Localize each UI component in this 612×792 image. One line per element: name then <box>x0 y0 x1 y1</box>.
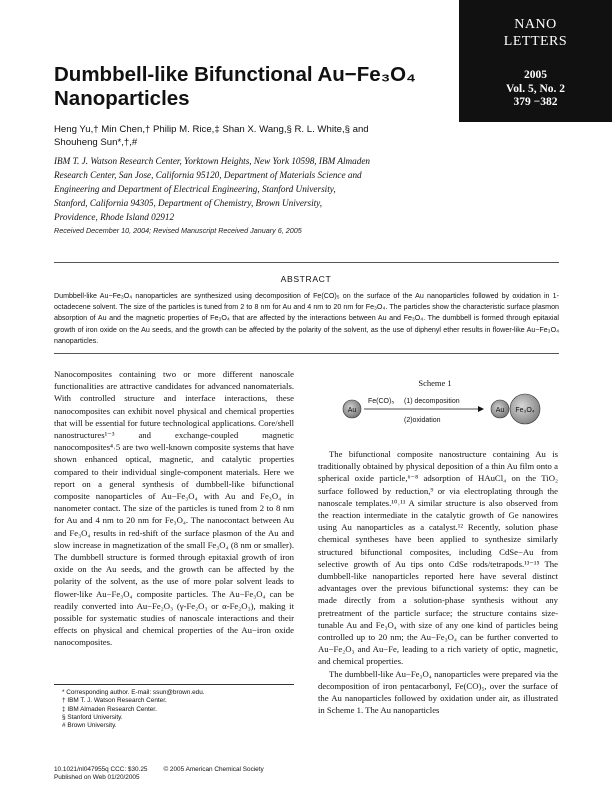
journal-volume: Vol. 5, No. 2 <box>506 82 565 95</box>
published-date: Published on Web 01/20/2005 <box>54 774 140 781</box>
reagent-label: Fe(CO)₅ <box>368 398 395 405</box>
footnote-rule <box>54 684 294 685</box>
footnotes: * Corresponding author. E-mail: ssun@brown.edu. † IBM T. J. Watson Research Center. ‡ IBM Almaden Research Center. § Stanford University. # Brown University. <box>62 689 205 730</box>
journal-year: 2005 <box>524 69 547 81</box>
step1-label: (1) decomposition <box>404 398 460 405</box>
journal-name: NANO LETTERS <box>503 17 568 49</box>
journal-pages: 379 −382 <box>513 96 558 108</box>
au-product-label: Au <box>495 407 505 414</box>
doi: 10.1021/nl047955q CCC: $30.25 <box>54 766 148 773</box>
journal-badge <box>459 0 612 122</box>
right-column <box>318 448 558 716</box>
fe3o4-product-label: Fe₃O₄ <box>515 407 535 414</box>
abstract-text: Dumbbell-like Au−Fe₃O₄ nanoparticles are synthesized using decomposition of Fe(CO)₅ on the surface of the Au nanoparticles followed by oxidation in 1-octadecene solvent. The size of the particles is tuned from 2 to 8 nm for Au and 4 nm to 20 nm for Fe₃O₄. The particles show the characteristic surface plasmon absorption of Au and the magnetic properties of Fe₃O₄ that are affected by the interactions between Au and Fe₃O₄. The dumbbell is formed through epitaxial growth of iron oxide on the Au seeds, and the growth can be affected by the polarity of the solvent, as the use of diphenyl ether results in flower-like Au−Fe₃O₄ nanoparticles. <box>54 292 559 345</box>
abstract-heading: ABSTRACT <box>280 274 332 284</box>
au-seed-label: Au <box>347 407 357 414</box>
body-paragraph: The dumbbell-like Au−Fe₃O₄ nanoparticles were prepared via the decomposition of iron pentacarbonyl, Fe(CO)₅, over the surface of the Au nanoparticles followed by oxidation under air, as illustrated in Scheme 1. The Au nanoparticles <box>318 668 558 716</box>
publication-info <box>54 766 334 782</box>
scheme-title: Scheme 1 <box>418 378 452 388</box>
author-list: Heng Yu,† Min Chen,† Philip M. Rice,‡ Shan X. Wang,§ R. L. White,§ and Shouheng Sun*,†,# <box>54 124 369 148</box>
body-paragraph: The bifunctional composite nanostructure containing Au is traditionally obtained by physical deposition of a thin Au film onto a spherical oxide particle,⁶⁻⁸ adsorption of HAuCl₄ on the TiO₂ surface followed by reduction,⁹ or via electroplating through the nanoscale templates.¹⁰˒¹¹ A similar structure is also observed from the reaction intermediate in the catalytic growth of Ge nanowires using Au nanoparticles as a catalyst.¹² Recently, solution phase chemical syntheses have been applied to synthesize similarly structured bifunctional composites, including CdSe−Au from selective growth of Au tips onto CdSe rods/tetrapods.¹³⁻¹⁵ The dumbbell-like nanoparticles reported here have several distinct advantages over the previous bifunctional systems: they can be made directly from a solution-phase synthesis without any pretreatment of the particle surface; the structure contains size-tunable Au and Fe₃O₄ with size of any one kind of particles being controlled up to 20 nm; the Au−Fe₃O₄ can be further converted to Au−Fe₂O₃ and Au−Fe, leading to a rich variety of optic, magnetic, and chemical properties. <box>318 449 558 667</box>
copyright: © 2005 American Chemical Society <box>163 766 264 773</box>
journal-meta <box>459 69 612 110</box>
body-paragraph: Nanocomposites containing two or more different nanoscale functionalities are attractive candidates for advanced nanomaterials. With controlled structure and interface interactions, these nanocomposites can exhibit novel physical and chemical properties that will be essential for future technological applications. Core/shell nanostructures¹⁻³ and exchange-coupled magnetic nanocomposites⁴˒5 are two well-known composite systems that have shown enhanced optical, magnetic, and catalytic properties compared to their individual single-component materials. Here we report on a general synthesis of dumbbell-like bifunctional composite nanoparticles of Au−Fe₃O₄ with Au and Fe₃O₄ in nanometer contact. The size of the particles is tuned from 2 to 8 nm for Au and 4 nm to 20 nm for Fe₃O₄. The nanocontact between Au and Fe₃O₄ results in red-shift of the surface plasmon of the Au and slow increase in magnetization of the small Fe₃O₄ (8 nm or smaller). The dumbbell structure is formed through epitaxial growth of iron oxide on the Au seeds, and the growth can be affected by the polarity of the solvent, as the use of more polar solvent leads to flower-like Au−Fe₃O₄ composite particles. The Au−Fe₃O₄ can be readily converted into Au−Fe₂O₃ (γ-Fe₂O₃ or α-Fe₂O₃), making it possible for systematic studies of nanoscale interactions and their effects on physical and chemical properties of the Au−iron oxide nanocomposites. <box>54 369 294 648</box>
arrow-head <box>478 406 484 412</box>
left-column <box>54 368 294 649</box>
affiliations: IBM T. J. Watson Research Center, Yorktown Heights, New York 10598, IBM Almaden Research Center, San Jose, California 95120, Department of Materials Science and Engineering and Department of Electrical Engineering, Stanford University, Stanford, California 94305, Department of Chemistry, Brown University, Providence, Rhode Island 02912 <box>54 156 371 222</box>
article-title: Dumbbell-like Bifunctional Au−Fe₃O₄ Nanoparticles <box>54 63 416 110</box>
received-dates: Received December 10, 2004; Revised Manuscript Received January 6, 2005 <box>54 226 302 235</box>
abstract-bottom-rule <box>54 353 559 354</box>
abstract-top-rule <box>54 262 559 263</box>
scheme-diagram <box>330 388 550 438</box>
step2-label: (2)oxidation <box>404 417 441 424</box>
